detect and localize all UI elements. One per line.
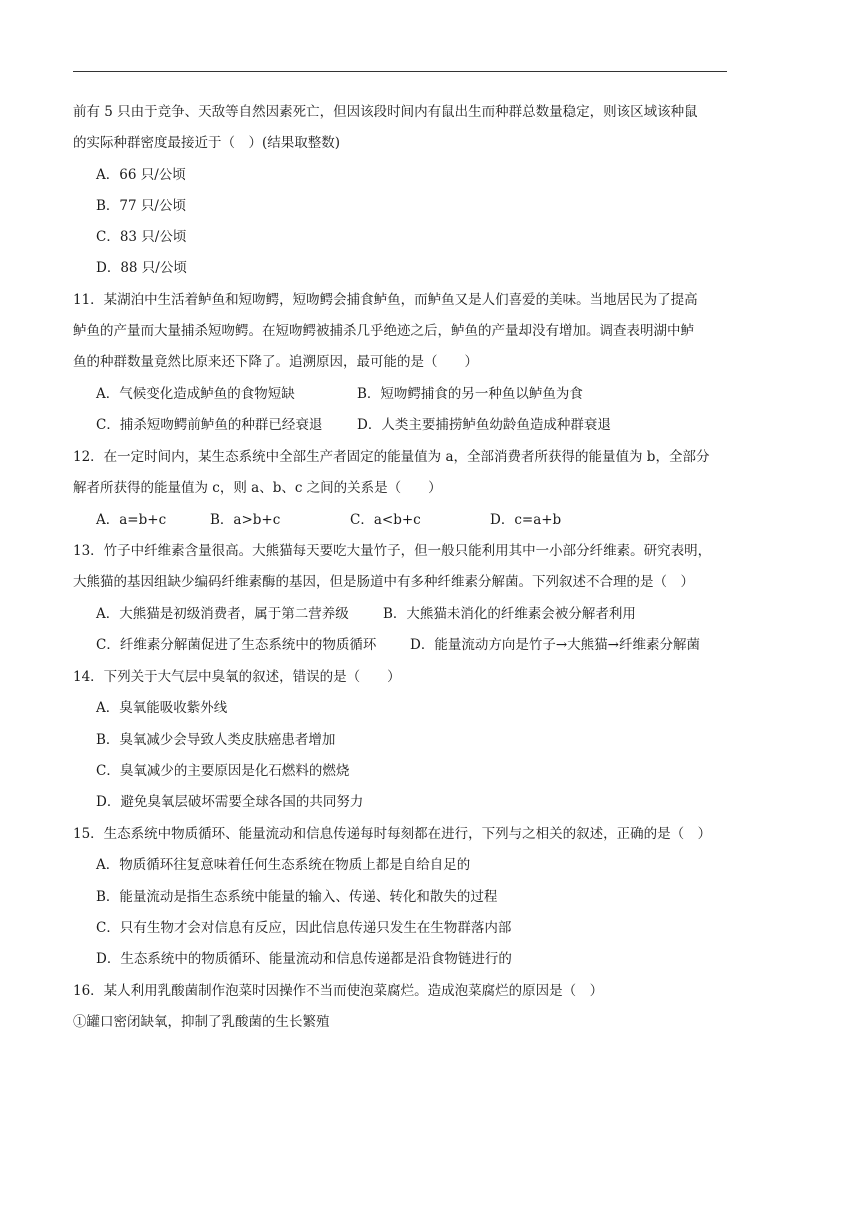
q11-option-b: B．短吻鳄捕食的另一种鱼以鲈鱼为食 (357, 386, 583, 402)
q13-option-d: D．能量流动方向是竹子→大熊猫→纤维素分解菌 (410, 637, 700, 653)
q13-stem-line2: 大熊猫的基因组缺少编码纤维素酶的基因，但是肠道中有多种纤维素分解菌。下列叙述不合理的是（ ） (73, 574, 694, 590)
q11-stem-line1: 11．某湖泊中生活着鲈鱼和短吻鳄，短吻鳄会捕食鲈鱼，而鲈鱼又是人们喜爱的美味。当地居民为了提高 (73, 292, 698, 308)
q15-stem: 15．生态系统中物质循环、能量流动和信息传递每时每刻都在进行，下列与之相关的叙述，正确的是（ ） (73, 826, 712, 842)
q11-option-c: C．捕杀短吻鳄前鲈鱼的种群已经衰退 (96, 417, 323, 433)
q14-option-b: B．臭氧减少会导致人类皮肤癌患者增加 (96, 732, 336, 748)
q14-stem: 14．下列关于大气层中臭氧的叙述，错误的是（ ） (73, 669, 401, 685)
q14-option-c: C．臭氧减少的主要原因是化石燃料的燃烧 (96, 763, 350, 779)
q12-option-c: C．a<b+c (350, 512, 421, 528)
q13-option-a: A．大熊猫是初级消费者，属于第二营养级 (96, 606, 349, 622)
q11-option-d: D．人类主要捕捞鲈鱼幼龄鱼造成种群衰退 (357, 417, 611, 433)
q11-stem-line2: 鲈鱼的产量而大量捕杀短吻鳄。在短吻鳄被捕杀几乎绝迹之后，鲈鱼的产量却没有增加。调查表明湖中鲈 (73, 323, 694, 339)
q15-option-d: D．生态系统中的物质循环、能量流动和信息传递都是沿食物链进行的 (96, 951, 512, 967)
q11-stem-line3: 鱼的种群数量竟然比原来还下降了。追溯原因，最可能的是（ ） (73, 354, 478, 370)
header-rule (73, 71, 727, 72)
q16-stem: 16．某人利用乳酸菌制作泡菜时因操作不当而使泡菜腐烂。造成泡菜腐烂的原因是（ ） (73, 983, 604, 999)
q10-option-a: A．66 只/公顷 (96, 167, 186, 183)
q15-option-b: B．能量流动是指生态系统中能量的输入、传递、转化和散失的过程 (96, 889, 498, 905)
q12-stem-line2: 解者所获得的能量值为 c，则 a、b、c 之间的关系是（ ） (73, 480, 442, 496)
q15-option-a: A．物质循环往复意味着任何生态系统在物质上都是自给自足的 (96, 857, 471, 873)
q11-option-a: A．气候变化造成鲈鱼的食物短缺 (96, 386, 295, 402)
q10-option-d: D．88 只/公顷 (96, 260, 187, 276)
q10-stem-line1: 前有 5 只由于竞争、天敌等自然因素死亡，但因该段时间内有鼠出生而种群总数量稳定，则该区域该种鼠 (73, 104, 698, 120)
q16-item-1: ①罐口密闭缺氧，抑制了乳酸菌的生长繁殖 (73, 1014, 330, 1030)
q10-option-b: B．77 只/公顷 (96, 198, 186, 214)
q12-option-d: D．c=a+b (490, 512, 562, 528)
q12-option-b: B．a>b+c (210, 512, 281, 528)
q13-stem-line1: 13．竹子中纤维素含量很高。大熊猫每天要吃大量竹子，但一般只能利用其中一小部分纤维素。研究表明， (73, 543, 712, 559)
q13-option-b: B．大熊猫未消化的纤维素会被分解者利用 (383, 606, 636, 622)
q15-option-c: C．只有生物才会对信息有反应，因此信息传递只发生在生物群落内部 (96, 920, 512, 936)
q10-stem-line2: 的实际种群密度最接近于（ ）(结果取整数) (73, 135, 341, 151)
q13-option-c: C．纤维素分解菌促进了生态系统中的物质循环 (96, 637, 377, 653)
q12-stem-line1: 12．在一定时间内，某生态系统中全部生产者固定的能量值为 a，全部消费者所获得的能量值为 b，全部分 (73, 449, 710, 465)
q12-option-a: A．a=b+c (96, 512, 167, 528)
q10-option-c: C．83 只/公顷 (96, 229, 187, 245)
q14-option-a: A．臭氧能吸收紫外线 (96, 700, 228, 716)
q14-option-d: D．避免臭氧层破坏需要全球各国的共同努力 (96, 794, 364, 810)
